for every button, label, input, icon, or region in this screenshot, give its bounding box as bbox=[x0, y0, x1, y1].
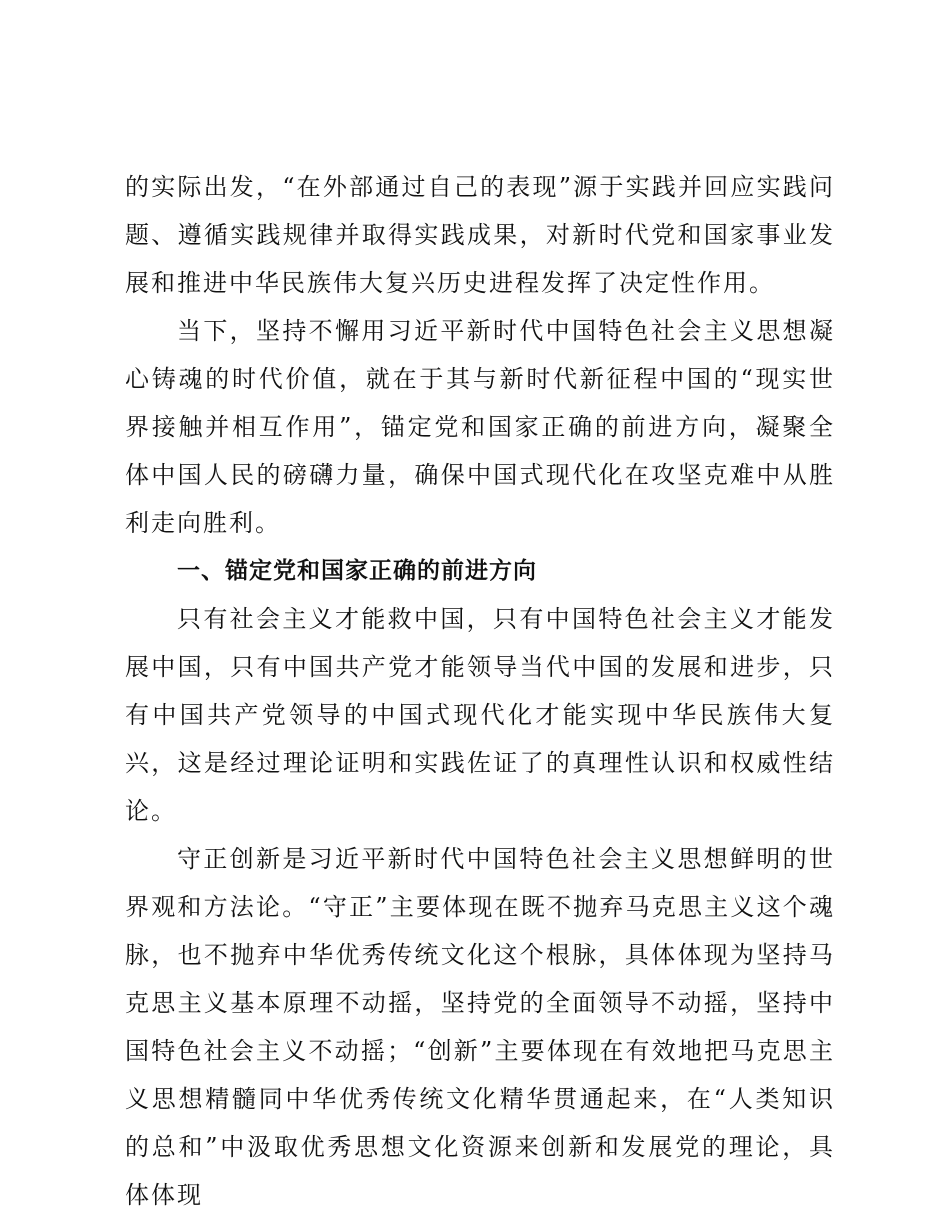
paragraph-continuation: 的实际出发，“在外部通过自己的表现”源于实践并回应实践问题、遵循实践规律并取得实践成果，对新时代党和国家事业发展和推进中华民族伟大复兴历史进程发挥了决定性作用。 bbox=[125, 173, 835, 297]
paragraph-current-value: 当下，坚持不懈用习近平新时代中国特色社会主义思想凝心铸魂的时代价值，就在于其与新时代新征程中国的“现实世界接触并相互作用”，锚定党和国家正确的前进方向，凝聚全体中国人民的磅礴力量，确保中国式现代化在攻坚克难中从胜利走向胜利。 bbox=[125, 317, 835, 537]
paragraph-innovation: 守正创新是习近平新时代中国特色社会主义思想鲜明的世界观和方法论。“守正”主要体现在既不抛弃马克思主义这个魂脉，也不抛弃中华优秀传统文化这个根脉，具体体现为坚持马克思主义基本原理不动摇，坚持党的全面领导不动摇，坚持中国特色社会主义不动摇；“创新”主要体现在有效地把马克思主义思想精髓同中华优秀传统文化精华贯通起来，在“人类知识的总和”中汲取优秀思想文化资源来创新和发展党的理论，具体体现 bbox=[125, 845, 835, 1209]
document-body bbox=[125, 163, 835, 1219]
paragraph-socialism: 只有社会主义才能救中国，只有中国特色社会主义才能发展中国，只有中国共产党才能领导当代中国的发展和进步，只有中国共产党领导的中国式现代化才能实现中华民族伟大复兴，这是经过理论证明和实践佐证了的真理性认识和权威性结论。 bbox=[125, 605, 835, 825]
section-heading: 一、锚定党和国家正确的前进方向 bbox=[177, 558, 537, 584]
